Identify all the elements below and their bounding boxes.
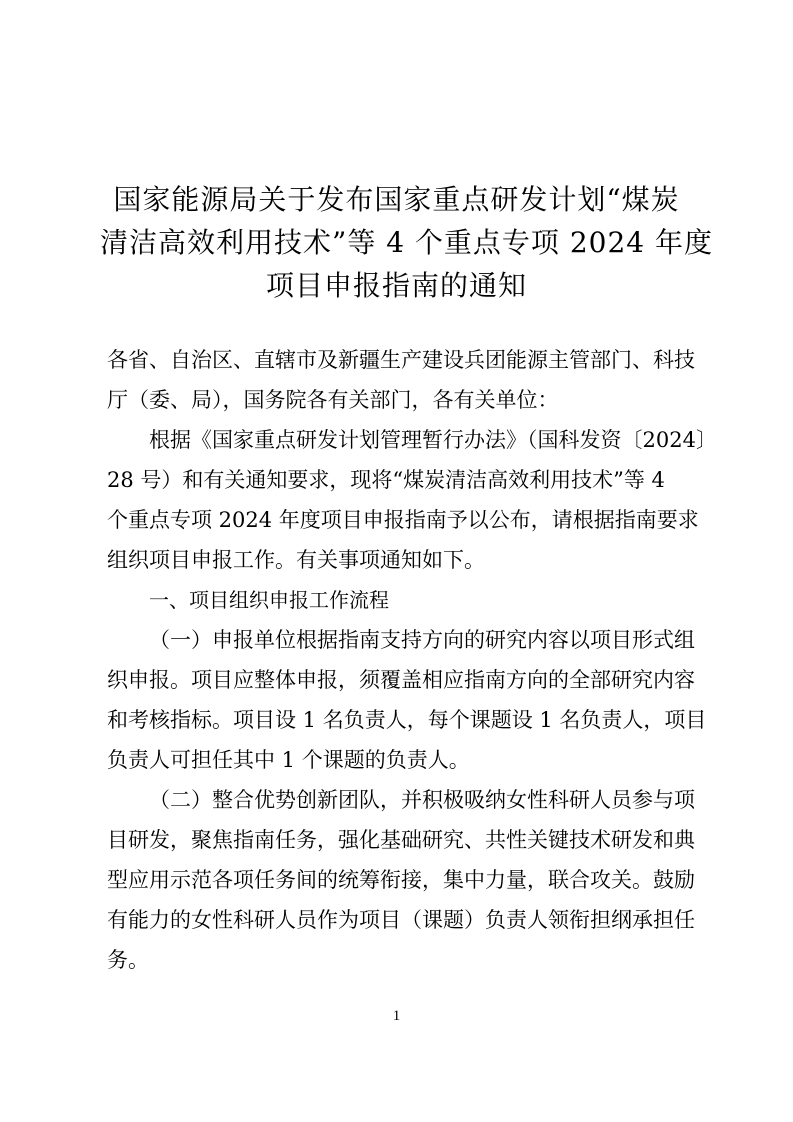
item-one-line: 织申报。项目应整体申报，须覆盖相应指南方向的全部研究内容 bbox=[107, 668, 695, 692]
item-two-line: 型应用示范各项任务间的统筹衔接，集中力量，联合攻关。鼓励 bbox=[107, 868, 695, 892]
intro-line: 组织项目申报工作。有关事项通知如下。 bbox=[107, 548, 485, 572]
item-two-line: 有能力的女性科研人员作为项目（课题）负责人领衔担纲承担任 bbox=[107, 908, 695, 932]
intro-line: 根据《国家重点研发计划管理暂行办法》（国科发资〔2024〕 bbox=[149, 428, 717, 452]
document-title bbox=[100, 178, 713, 307]
item-two-line: 目研发，聚焦指南任务，强化基础研究、共性关键技术研发和典 bbox=[107, 828, 695, 852]
title-line: 清洁高效利用技术”等 4 个重点专项 2024 年度 bbox=[100, 226, 713, 259]
addressee-line: 各省、自治区、直辖市及新疆生产建设兵团能源主管部门、科技 bbox=[107, 348, 695, 372]
addressee-line: 厅（委、局），国务院各有关部门，各有关单位： bbox=[107, 388, 559, 412]
intro-line: 个重点专项 2024 年度项目申报指南予以公布，请根据指南要求 bbox=[107, 508, 699, 532]
item-two-line: （二）整合优势创新团队，并积极吸纳女性科研人员参与项 bbox=[149, 788, 695, 812]
item-one-line: 和考核指标。项目设 1 名负责人，每个课题设 1 名负责人，项目 bbox=[107, 708, 707, 732]
title-line: 国家能源局关于发布国家重点研发计划“煤炭 bbox=[113, 183, 680, 216]
section-heading: 一、项目组织申报工作流程 bbox=[149, 588, 389, 612]
item-one-line: （一）申报单位根据指南支持方向的研究内容以项目形式组 bbox=[149, 628, 695, 652]
document-body bbox=[107, 340, 717, 980]
intro-line: 28 号）和有关通知要求，现将“煤炭清洁高效利用技术”等 4 bbox=[107, 468, 665, 492]
title-line: 项目申报指南的通知 bbox=[265, 269, 527, 302]
page-number: 1 bbox=[392, 1008, 401, 1024]
item-two-line: 务。 bbox=[107, 948, 149, 972]
item-one-line: 负责人可担任其中 1 个课题的负责人。 bbox=[107, 748, 470, 772]
